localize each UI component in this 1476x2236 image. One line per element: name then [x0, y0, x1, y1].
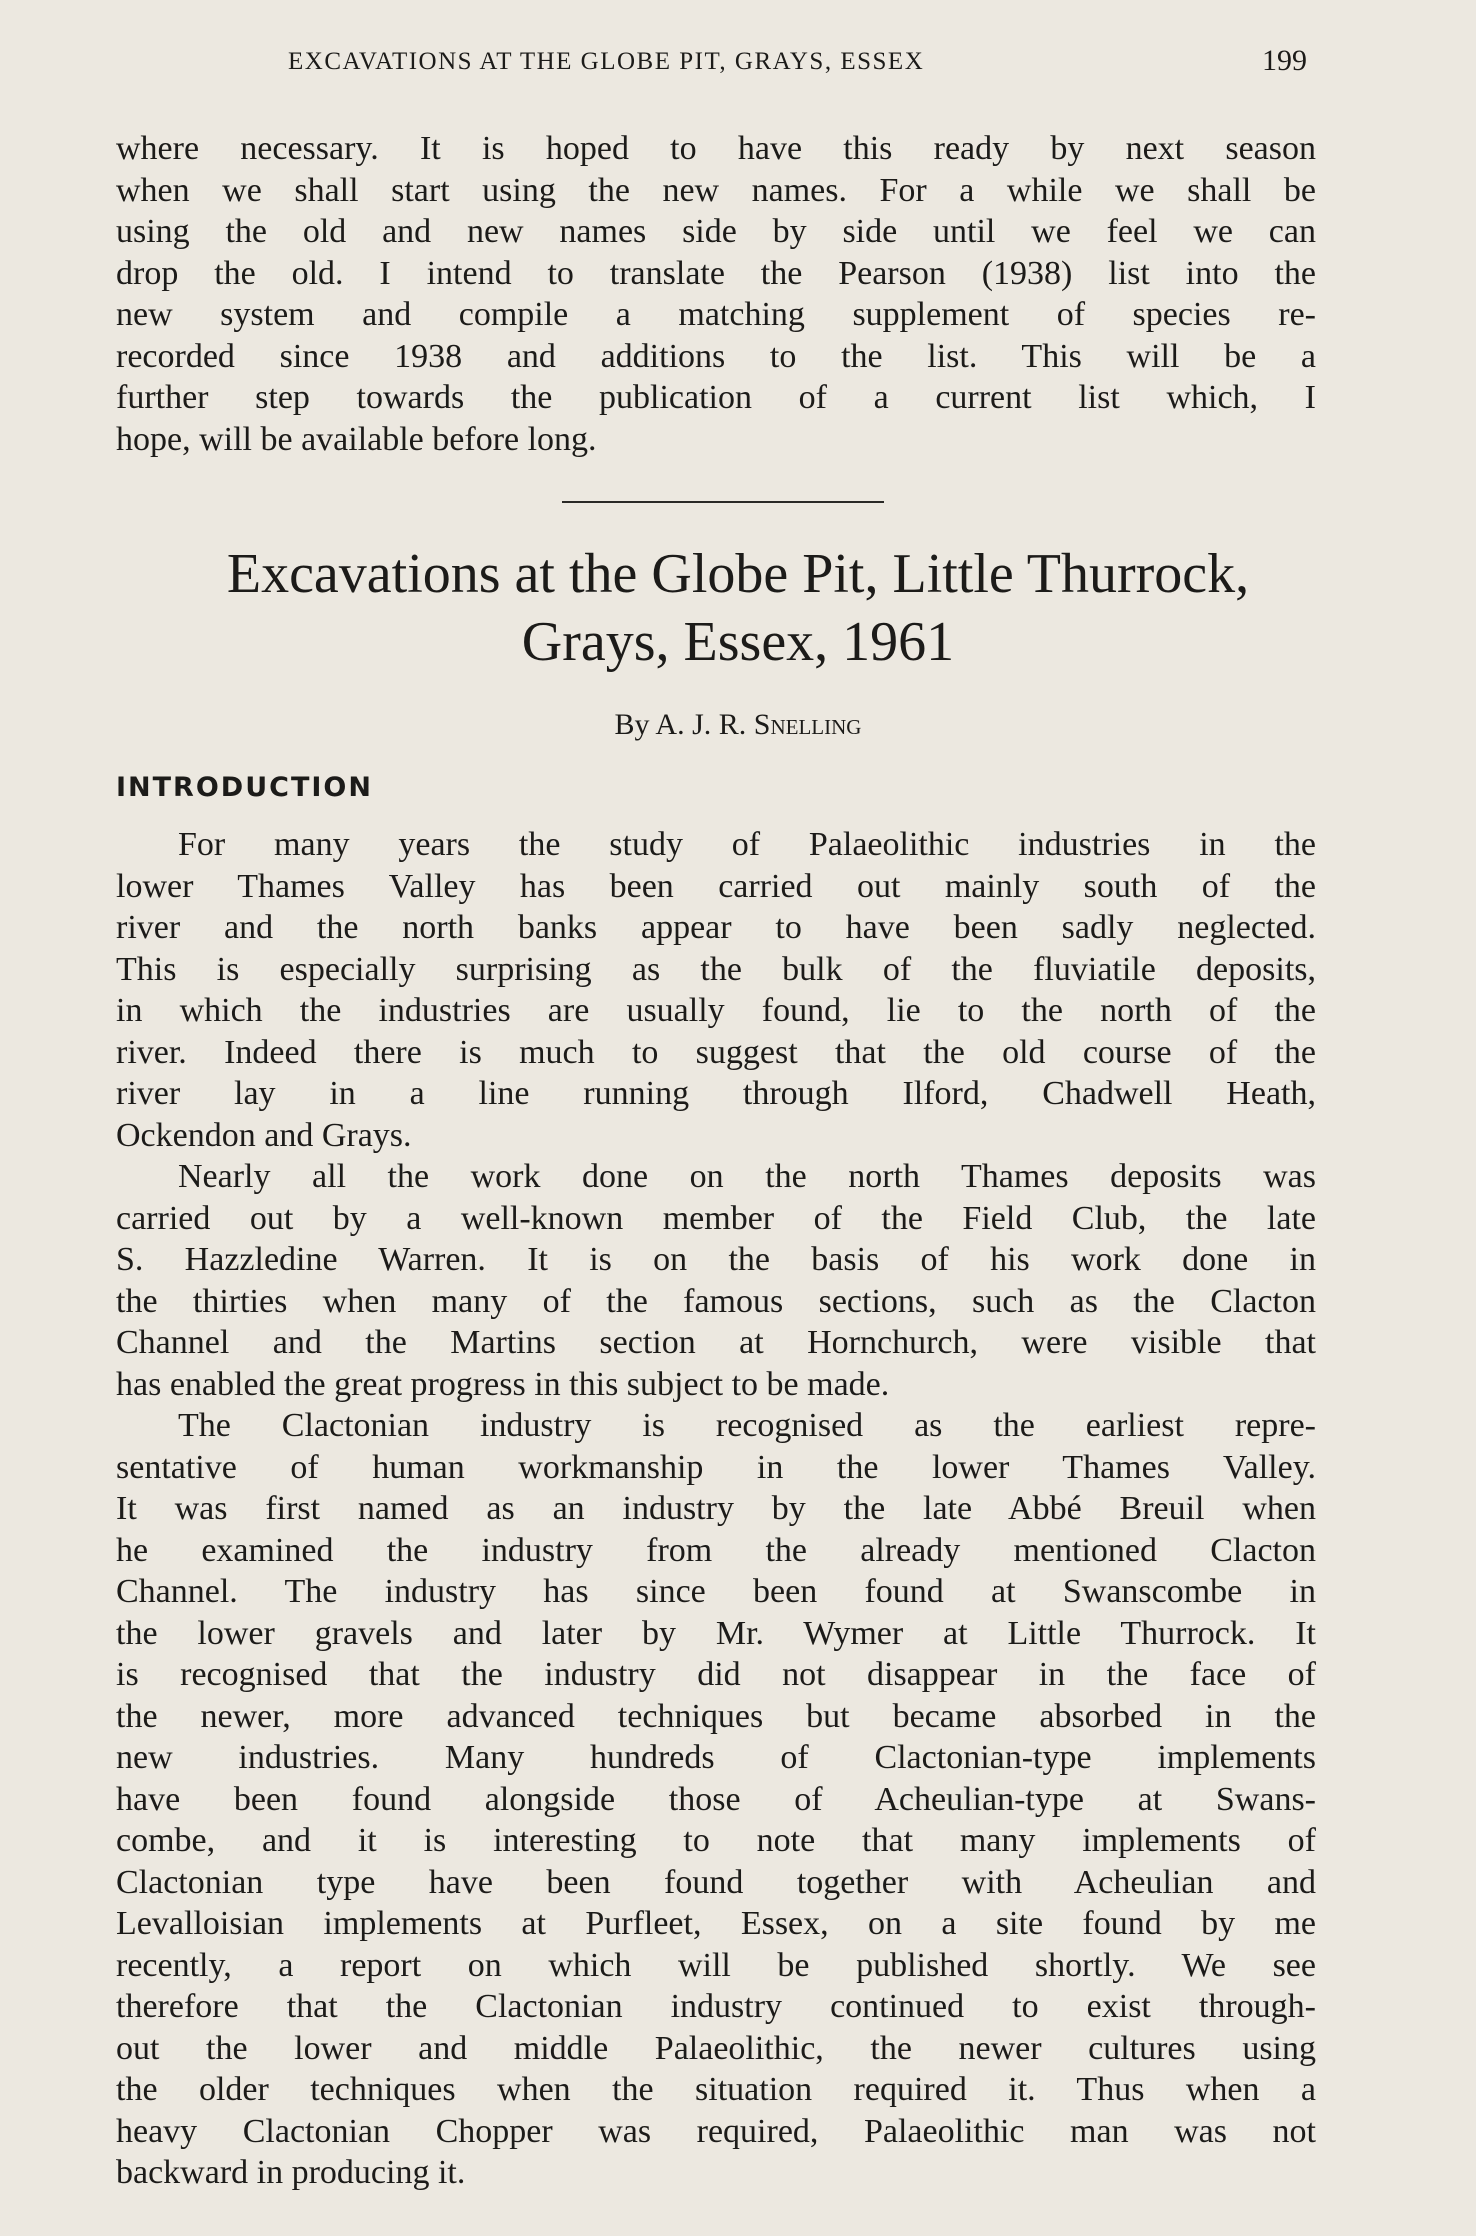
text-line: have been found alongside those of Acheulian-type at Swans- [116, 1780, 1316, 1818]
text-line: carried out by a well-known member of the Field Club, the late [116, 1199, 1316, 1237]
text-line: This is especially surprising as the bulk of the fluviatile deposits, [116, 950, 1316, 988]
text-line: Ockendon and Grays. [116, 1116, 412, 1154]
body-text [116, 824, 1316, 2194]
text-line: further step towards the publication of a current list which, I [116, 379, 1316, 416]
text-line: hope, will be available before long. [116, 420, 597, 458]
byline-prefix: By A. J. R. [614, 708, 754, 741]
text-line: drop the old. I intend to translate the Pearson (1938) list into the [116, 254, 1316, 292]
text-line: It was first named as an industry by the late Abbé Breuil when [116, 1490, 1316, 1527]
section-heading: INTRODUCTION [116, 772, 373, 803]
text-line: recently, a report on which will be published shortly. We see [116, 1946, 1316, 1984]
text-line: new industries. Many hundreds of Clactonian-type implements [116, 1739, 1316, 1776]
text-line: the lower gravels and later by Mr. Wymer at Little Thurrock. It [116, 1614, 1316, 1652]
text-line: S. Hazzledine Warren. It is on the basis of his work done in [116, 1241, 1316, 1278]
text-line: has enabled the great progress in this subject to be made. [116, 1365, 890, 1403]
text-line: backward in producing it. [116, 2154, 466, 2191]
text-line: The Clactonian industry is recognised as the earliest repre- [178, 1407, 1316, 1444]
byline [0, 708, 1476, 742]
continuation-paragraph [116, 128, 1316, 460]
text-line: the thirties when many of the famous sections, such as the Clacton [116, 1282, 1316, 1320]
text-line: river. Indeed there is much to suggest that the old course of the [116, 1033, 1316, 1071]
page-number: 199 [1262, 44, 1307, 77]
text-line: when we shall start using the new names. For a while we shall be [116, 171, 1316, 209]
text-line: combe, and it is interesting to note that many implements of [116, 1822, 1316, 1859]
text-line: river and the north banks appear to have been sadly neglected. [116, 909, 1316, 946]
section-divider [562, 501, 884, 503]
article-title-line-2: Grays, Essex, 1961 [521, 611, 955, 673]
text-line: Channel and the Martins section at Hornchurch, were visible that [116, 1324, 1316, 1361]
text-line: where necessary. It is hoped to have this ready by next season [116, 130, 1316, 167]
article-title-line-1: Excavations at the Globe Pit, Little Thurrock, [226, 543, 1250, 605]
text-line: new system and compile a matching supplement of species re- [116, 296, 1316, 333]
text-line: Clactonian type have been found together with Acheulian and [116, 1863, 1316, 1901]
text-line: Nearly all the work done on the north Thames deposits was [178, 1158, 1316, 1195]
running-head: EXCAVATIONS AT THE GLOBE PIT, GRAYS, ESSEX [288, 48, 925, 75]
text-line: he examined the industry from the already mentioned Clacton [116, 1531, 1316, 1569]
text-line: lower Thames Valley has been carried out mainly south of the [116, 867, 1316, 905]
text-line: in which the industries are usually found, lie to the north of the [116, 992, 1316, 1029]
text-line: using the old and new names side by side until we feel we can [116, 213, 1316, 250]
text-line: Channel. The industry has since been found at Swanscombe in [116, 1573, 1316, 1610]
text-line: For many years the study of Palaeolithic industries in the [178, 826, 1316, 863]
text-line: Levalloisian implements at Purfleet, Essex, on a site found by me [116, 1905, 1316, 1942]
text-line: therefore that the Clactonian industry continued to exist through- [116, 1988, 1316, 2025]
byline-author: Snelling [753, 708, 862, 741]
text-line: recorded since 1938 and additions to the list. This will be a [116, 337, 1316, 375]
text-line: the newer, more advanced techniques but became absorbed in the [116, 1697, 1316, 1735]
text-line: sentative of human workmanship in the lower Thames Valley. [116, 1448, 1316, 1486]
text-line: the older techniques when the situation required it. Thus when a [116, 2071, 1316, 2108]
text-line: out the lower and middle Palaeolithic, the newer cultures using [116, 2029, 1316, 2067]
text-line: heavy Clactonian Chopper was required, Palaeolithic man was not [116, 2112, 1316, 2150]
text-line: is recognised that the industry did not disappear in the face of [116, 1656, 1316, 1693]
text-line: river lay in a line running through Ilford, Chadwell Heath, [116, 1075, 1316, 1112]
